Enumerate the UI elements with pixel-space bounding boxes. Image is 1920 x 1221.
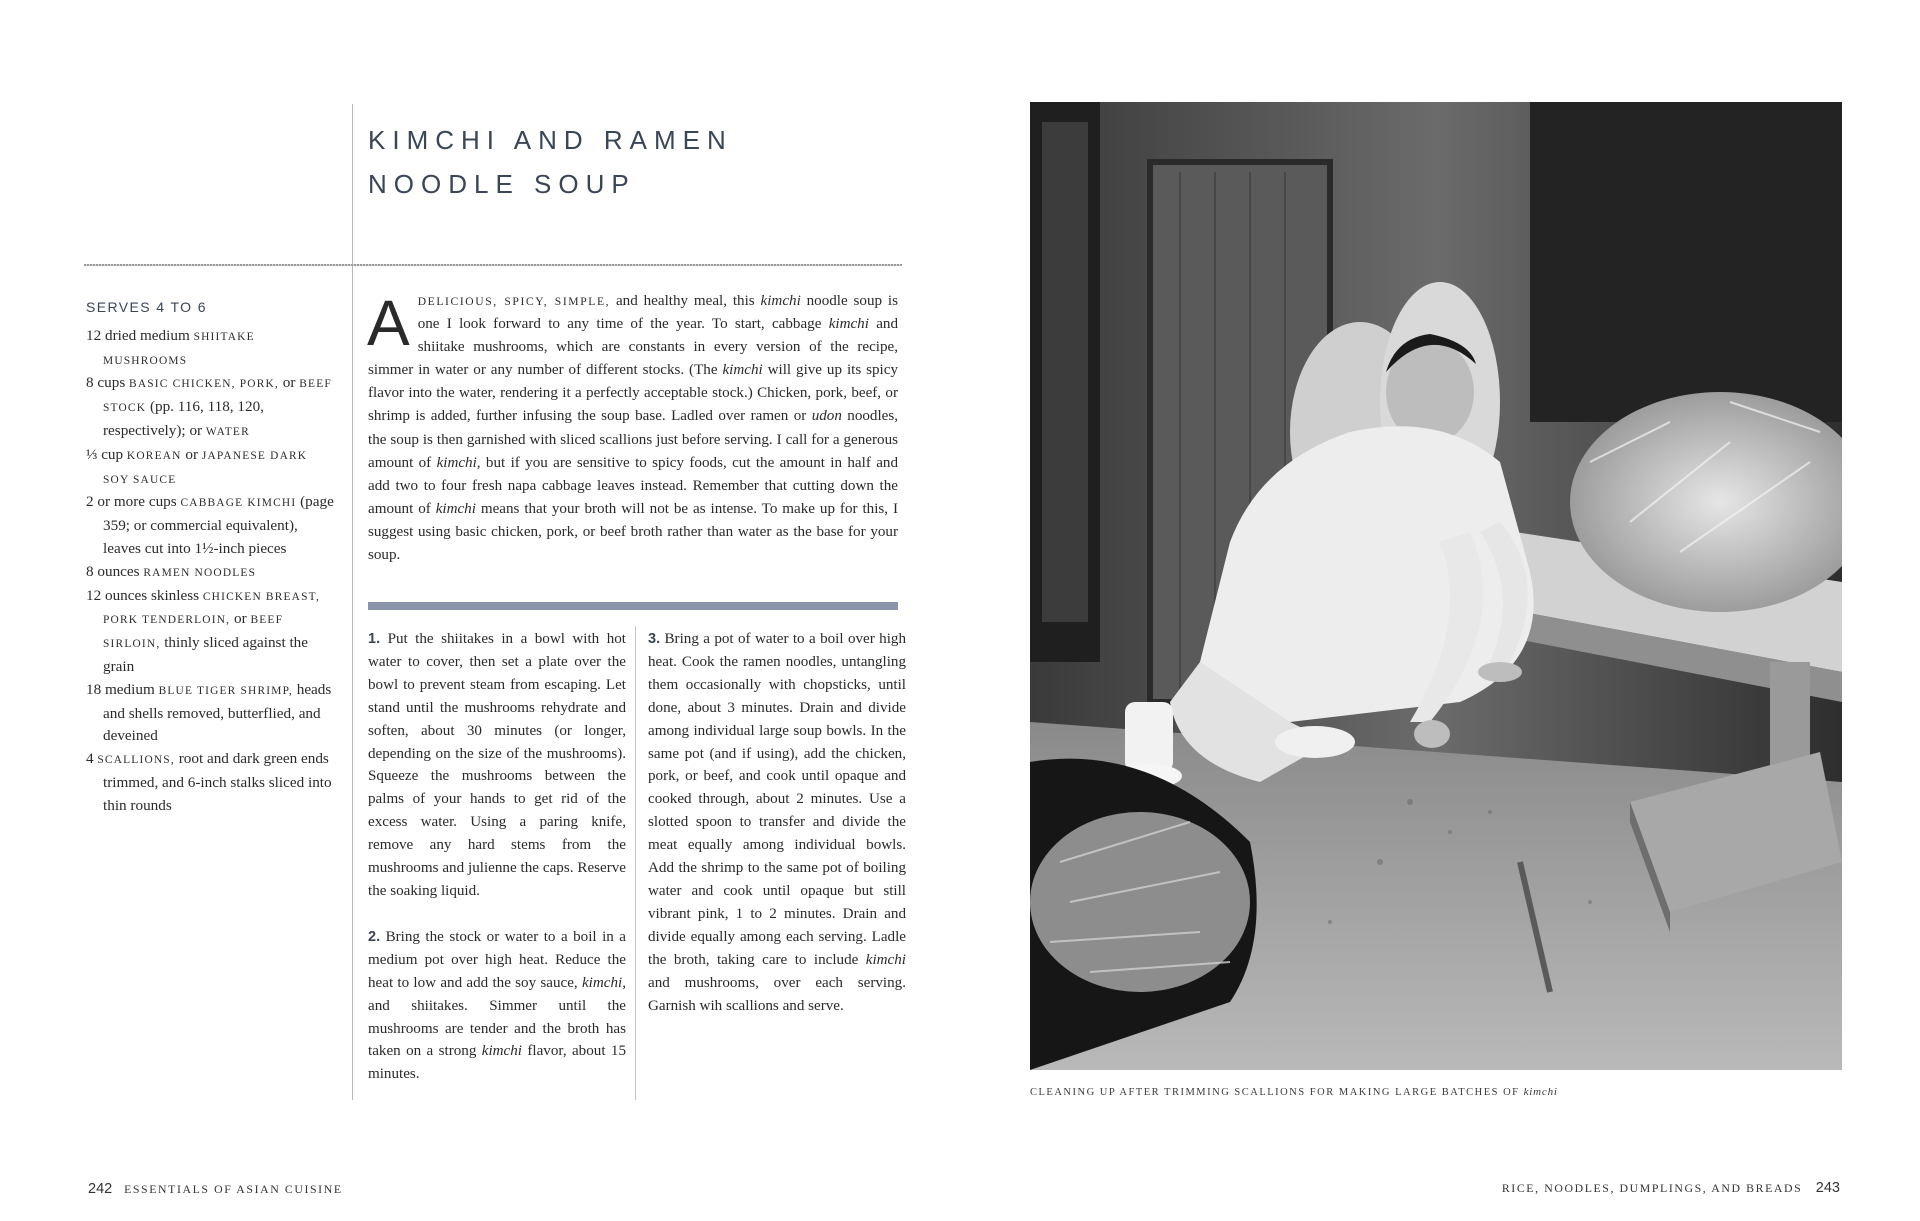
left-running-head: ESSENTIALS OF ASIAN CUISINE [124,1182,343,1196]
steps-column-rule [635,626,636,1100]
step-number: 3. [648,631,661,647]
small-caps-text: SCALLIONS, [97,754,175,767]
italic-text: kimchi [760,293,801,309]
title-vertical-rule [352,104,353,1100]
text-run: 18 medium [86,680,159,698]
intro-body [367,287,898,564]
text-run: heads and shells removed, butterflied, and deveined [103,680,332,745]
text-run: 12 ounces skinless [86,586,203,604]
small-caps-text: SHIITAKE MUSHROOMS [103,330,255,367]
small-caps-text: JAPANESE DARK SOY SAUCE [103,449,308,486]
steps-divider-bar [368,602,898,610]
text-run: (pp. 116, 118, 120, respectively); or [103,398,264,439]
text-run: means that your broth will not be as intense. To make up for this, I suggest using basic chicken, pork, or beef broth rather than water as the base for your soup. [368,500,898,564]
small-caps-text: BASIC CHICKEN, PORK, [129,378,279,391]
right-page-number: 243 [1815,1180,1840,1196]
step-number: 1. [368,631,381,647]
text-run: 2 or more cups [86,493,181,511]
intro-paragraph [367,287,898,567]
small-caps-text: KOREAN [126,449,182,462]
photo-caption-italic: kimchi [1523,1086,1558,1098]
steps-column-2 [648,628,906,1040]
ingredient-item [86,585,336,679]
recipe-title-line-1: KIMCHI AND RAMEN [368,125,733,155]
text-run: and shiitake mushrooms, which are constants in every version of the recipe, simmer in water or any number of different stocks. (The [368,316,898,379]
ingredient-item [86,491,336,560]
italic-text: udon [811,408,842,425]
left-footer [88,1180,343,1197]
small-caps-text: BLUE TIGER SHRIMP, [158,684,293,697]
text-run: root and dark green ends trimmed, and 6-inch stalks sliced into thin rounds [103,750,332,814]
ingredient-item [86,748,336,817]
text-run: (page 359; or commercial equivalent), leaves cut into 1½-inch pieces [103,493,334,557]
small-caps-text: CABBAGE KIMCHI [180,497,297,510]
italic-text: kimchi [828,316,869,333]
italic-text: kimchi, [436,454,481,471]
text-run: will give up its spicy flavor into the water, rendering it a perfectly acceptable stock.) Chicken, pork, beef, or shrimp is added, further infusing the soup base. Ladled over ramen or [368,362,898,425]
recipe-step [648,628,906,1017]
text-run: 12 dried medium [86,326,194,344]
recipe-title [368,118,888,206]
text-run: and shiitakes. Simmer until the mushrooms are tender and the broth has taken on a strong [368,997,626,1060]
recipe-title-line-2: NOODLE SOUP [368,169,636,199]
ingredients-list [86,296,336,818]
photo-woman-cleaning-scallions [1030,102,1842,1070]
small-caps-text: RAMEN NOODLES [143,566,257,579]
text-run: noodles, the soup is then garnished with sliced scallions just before serving. I call for a generous amount of [368,408,898,471]
ingredient-items [86,325,336,818]
italic-text: kimchi, [581,974,626,991]
ingredient-item [86,372,336,443]
right-footer [1502,1180,1840,1197]
steps-column-1 [368,628,626,1109]
right-running-head: RICE, NOODLES, DUMPLINGS, AND BREADS [1501,1181,1803,1195]
text-run: 4 [86,750,98,768]
text-run: flavor, about 15 minutes. [368,1043,626,1083]
text-run: and healthy meal, this [610,293,761,309]
text-run: Put the shiitakes in a bowl with hot water to cover, then set a plate over the bowl to prevent steam from escaping. Let stand until the mushrooms rehydrate and soften, about 30 minutes (or longer, depending on the size of the mushrooms). Squeeze the mushrooms between the palms of your hands to get rid of the excess water. Using a paring knife, remove any hard stems from the mushrooms and julienne the caps. Reserve the soaking liquid. [368,631,626,899]
text-run: 8 cups [86,374,130,392]
text-run: or [278,374,300,392]
recipe-step [368,926,626,1086]
italic-text: kimchi [865,951,906,968]
italic-text: kimchi [435,500,476,517]
text-run: 8 ounces [86,562,144,580]
text-run: and mushrooms, over each serving. Garnish wih scallions and serve. [648,974,906,1014]
ingredient-item [86,561,336,585]
serves-label: SERVES 4 TO 6 [86,299,207,315]
photo-illustration [1030,102,1842,1070]
text-run: Bring the stock or water to a boil in a medium pot over high heat. Reduce the heat to low and add the soy sauce, [368,928,626,991]
small-caps-text: WATER [205,425,250,438]
ingredient-item [86,325,336,373]
italic-text: kimchi [481,1043,522,1060]
text-run: but if you are sensitive to spicy foods, cut the amount in half and add two to four fresh napa cabbage leaves instead. Remember that cutting down the amount of [368,454,898,517]
ingredient-item [86,679,336,748]
step-number: 2. [368,928,381,945]
title-horizontal-rule [84,264,902,266]
left-page-number: 242 [88,1181,113,1197]
italic-text: kimchi [722,362,763,379]
drop-cap: A [367,287,410,359]
text-run: or [230,610,251,628]
small-caps-text: CHICKEN BREAST, PORK TENDERLOIN, [103,590,321,627]
text-run: noodle soup is one I look forward to any time of the year. To start, cabbage [417,293,898,333]
text-run: thinly sliced against the grain [103,634,309,675]
ingredient-item [86,444,336,492]
photo-caption-text: CLEANING UP AFTER TRIMMING SCALLIONS FOR MAKING LARGE BATCHES OF [1030,1087,1524,1098]
text-run: ⅓ cup [86,445,127,463]
photo-caption [1030,1086,1842,1098]
small-caps-text: BEEF STOCK [103,378,332,415]
recipe-step [368,628,626,903]
small-caps-text: BEEF SIRLOIN, [103,614,284,651]
text-run: Bring a pot of water to a boil over high heat. Cook the ramen noodles, untangling them occasionally with chopsticks, until done, about 3 minutes. Drain and divide among individual large soup bowls. In the same pot (and if using), add the chicken, pork, or beef, and cook until opaque and cooked through, about 2 minutes. Use a slotted spoon to transfer and divide the meat equally among individual bowls. Add the shrimp to the same pot of boiling water and cook until opaque but still vibrant pink, 1 to 2 minutes. Drain and divide equally among each serving. Ladle the broth, taking care to include [648,631,906,968]
intro-lead-in: DELICIOUS, SPICY, SIMPLE, [417,295,611,308]
text-run: or [181,445,202,463]
